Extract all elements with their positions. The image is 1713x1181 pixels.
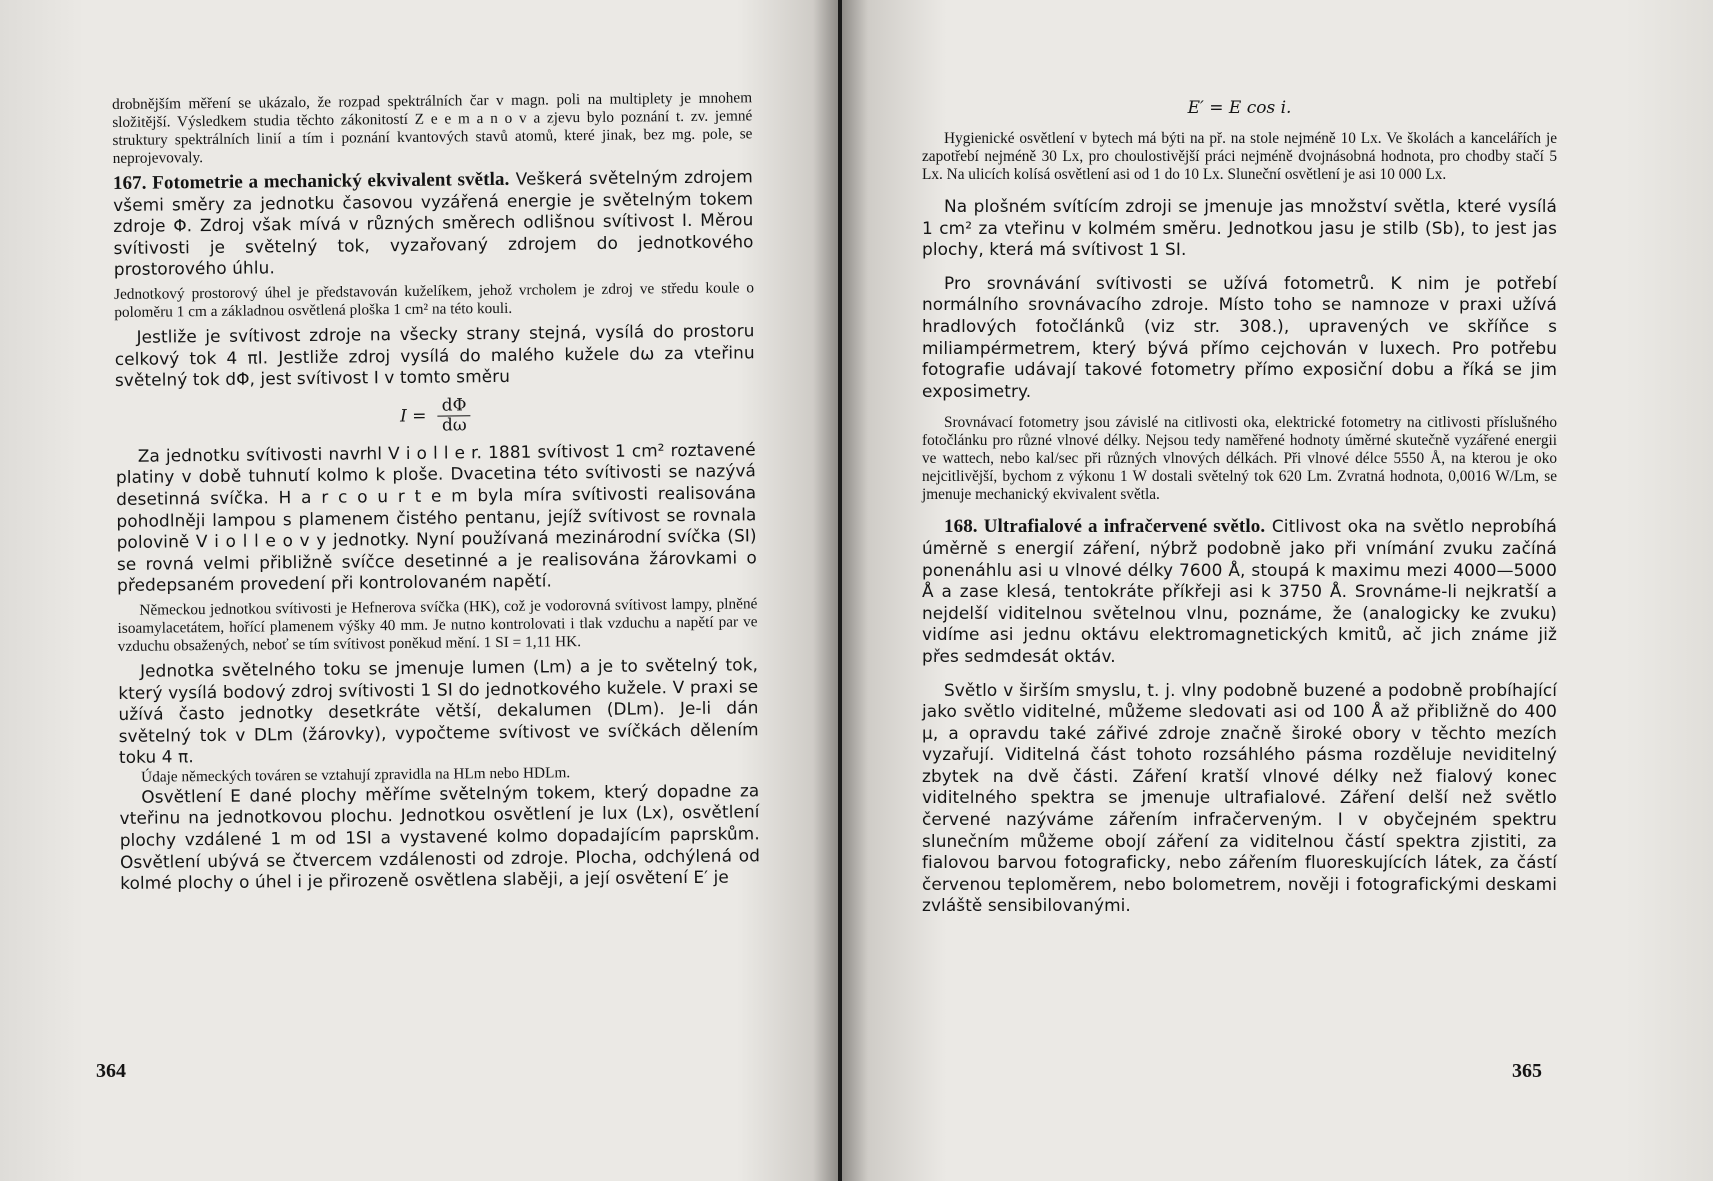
paragraph-light-spectrum: Světlo v širším smyslu, t. j. vlny podobně buzené a podobně probíhající jako světlo viditelné, můžeme sledovati asi od 100 Å až přibližně do 400 μ, a opravdu také zářivé zdroje značně široké obory v těchto mezích vyzařují. Viditelná část tohoto rozsáhlého pásma rozděluje neviditelný zbytek na dvě části. Záření kratší vlnové délky než fialový konec viditelného spektra se jmenuje ultrafialové. Záření delší než světlo červené nazýváme zářením infračerveným. I v obyčejném spektru slunečním můžeme obojí záření za viditelnou částí spektra zjistiti, za fialovou barvou fotograficky, nebo zářením fluoreskujících látek, za částí červenou teploměrem, nebo bolometrem, nověji i fotografickými deskami zvláště sensibilovanými. xyxy=(922,679,1557,916)
section-168-body: Citlivost oka na světlo neprobíhá úměrně s energií záření, nýbrž podobně jako při vnímání zvuku začíná ponenáhlu asi u vlnové délky 7600 Å, stoupá k maximu mezi 4000—5000 Å a zase klesá, tentokráte příkřeji asi k 3750 Å. Srovnáme-li nejkratší a nejdelší viditelnou světelnou vlnu, poznáme, že (analogicky ke zvuku) vidíme asi jednu oktávu elektromagnetických kmitů, ač jich známe již přes sedmdesát oktáv. xyxy=(922,516,1558,666)
left-text-column xyxy=(112,89,760,895)
formula-lhs: I = xyxy=(399,405,427,427)
paragraph-candle-units: Za jednotku svítivosti navrhl V i o l l e r. 1881 svítivost 1 cm² roztavené platiny v době tuhnutí kolmo k ploše. Dvacetina této svítivosti se nazývá desetinná svíčka. H a r c o u r t e m byla míra svítivosti realisována pohodlněji lampou s plamenem čistého pentanu, jejíž svítivost se rovnala polovině V i o l l e o v y jednotky. Nyní používaná mezinárodní svíčka (SI) se rovná velmi přibližně svíčce desetinné a je realisována žárovkami o předepsaném provedení při kontrolovaném napětí. xyxy=(115,439,757,596)
small-note-photometers: Srovnávací fotometry jsou závislé na citlivosti oka, elektrické fotometry na citlivosti příslušného fotočlánku pro různé vlnové délky. Nejsou tedy naměřené hodnoty úměrné skutečně vyzářené energii ve wattech, nebo kal/sec při různých vlnových délkách. Při vlnové délce 5550 Å, na kterou je oko nejcitlivější, bychom z výkonu 1 W dostali světelný tok 620 Lm. Zvratná hodnota, 0,0016 W/Lm, se jmenuje mechanický ekvivalent světla. xyxy=(922,414,1557,504)
section-167-body: Veškerá světelným zdrojem všemi směry za jednotku časovou vyzářená energie je světelným tokem zdroje Φ. Zdroj však mívá v různých směrech odlišnou svítivost I. Měrou svítivosti je světelný tok, vyzařovaný zdrojem do jednotkového prostorového úhlu. xyxy=(113,166,754,280)
formula-numerator: dΦ xyxy=(438,396,471,416)
section-167-heading: 167. Fotometrie a mechanický ekvivalent světla. xyxy=(112,168,510,194)
left-page xyxy=(0,0,838,1181)
paragraph-luminance: Na plošném svítícím zdroji se jmenuje jas množství světla, které vysílá 1 cm² za vteřinu v kolmém směru. Jednotkou jasu je stilb (Sb), to jest jas plochy, která má svítivost 1 SI. xyxy=(922,196,1557,260)
paragraph-illuminance: Osvětlení E dané plochy měříme světelným tokem, který dopadne za vteřinu na jednotkovou plochu. Jednotkou osvětlení je lux (Lx), osvětlení plochy vzdálené 1 m od 1SI a vystavené kolmo dopadajícím paprskům. Osvětlení ubývá se čtvercem vzdálenosti od zdroje. Plocha, odchýlená od kolmé plochy o úhel i je přirozeně osvětlena slaběji, a její osvětení E′ je xyxy=(119,780,761,894)
page-number-right: 365 xyxy=(1512,1060,1542,1082)
paragraph-photometers: Pro srovnávání svítivosti se užívá fotometrů. K nim je potřebí normálního srovnávacího zdroje. Místo toho se namnoze v praxi užívá hradlových fotočlánků (viz str. 308.), upravených ve skříňce s miliampérmetrem, který bývá přímo cejchován v luxech. Pro potřebu fotografie udávají takové fotometry přímo exposiční dobu a říká se jim exposimetry. xyxy=(922,272,1557,401)
paragraph-lumen: Jednotka světelného toku se jmenuje lumen (Lm) a je to světelný tok, který vysílá bodový zdroj svítivosti 1 SI do jednotkového kužele. V praxi se užívá často jednotky desetkráte větší, dekalumen (DLm). Je-li dán světelný tok v DLm (žárovky), vypočteme svítivost ve svíčkách dělením toku 4 π. xyxy=(118,654,759,768)
small-note-hygiene: Hygienické osvětlení v bytech má býti na př. na stole nejméně 10 Lx. Ve školách a kancelářích je zapotřebí nejméně 30 Lx, pro choulostivější práci nejméně dvojnásobná hodnota, pro chodby stačí 5 Lx. Na ulicích kolísá osvětlení asi od 1 do 10 Lx. Sluneční osvětlení je asi 10 000 Lx. xyxy=(922,130,1557,183)
page-number-left: 364 xyxy=(96,1060,126,1082)
section-168-heading: 168. Ultrafialové a infračervené světlo. xyxy=(944,516,1266,538)
section-167 xyxy=(113,166,754,281)
right-text-column xyxy=(922,96,1557,917)
intensity-formula xyxy=(115,393,755,442)
small-note-german-units: Údaje německých továren se vztahují zpravidla na HLm nebo HDLm. xyxy=(141,764,571,786)
paragraph-total-flux: Jestliže je svítivost zdroje na všecky strany stejná, vysílá do prostoru celkový tok 4 πI. Jestliže zdroj vysílá do malého kužele dω za vteřinu světelný tok dΦ, jest svítivost I v tomto směru xyxy=(114,320,755,391)
section-168 xyxy=(922,516,1557,667)
cosine-law-equation: E′ = E cos i. xyxy=(1187,98,1292,118)
formula-fraction xyxy=(438,396,471,435)
formula-denominator: dω xyxy=(441,415,467,436)
small-note-hefner: Německou jednotkou svítivosti je Hefnerova svíčka (HK), což je vodorovná svítivost lampy, plněné isoamylacetátem, hořící plamenem výšky 40 mm. Je nutno kontrolovati i tlak vzduchu a napětí par ve vzduchu obsažených, neboť se tím svítivost poněkud mění. 1 SI = 1,11 HK. xyxy=(117,595,758,655)
right-page xyxy=(842,0,1713,1181)
small-note-solid-angle: Jednotkový prostorový úhel je představován kuželíkem, jehož vrcholem je zdroj ve středu koule o poloměru 1 cm a základnou osvětlená ploška 1 cm² na této kouli. xyxy=(113,279,755,321)
continued-paragraph: drobnějším měření se ukázalo, že rozpad spektrálních čar v magn. poli na multiplety je mnohem složitější. Výsledkem studia těchto zákonitostí Z e e m a n o v a zjevu bylo poznání t. zv. jemné struktury spektrálních linií a tím i poznání kvantových stavů atomů, které jinak, bez mg. pole, se neprojevovaly. xyxy=(112,89,753,167)
